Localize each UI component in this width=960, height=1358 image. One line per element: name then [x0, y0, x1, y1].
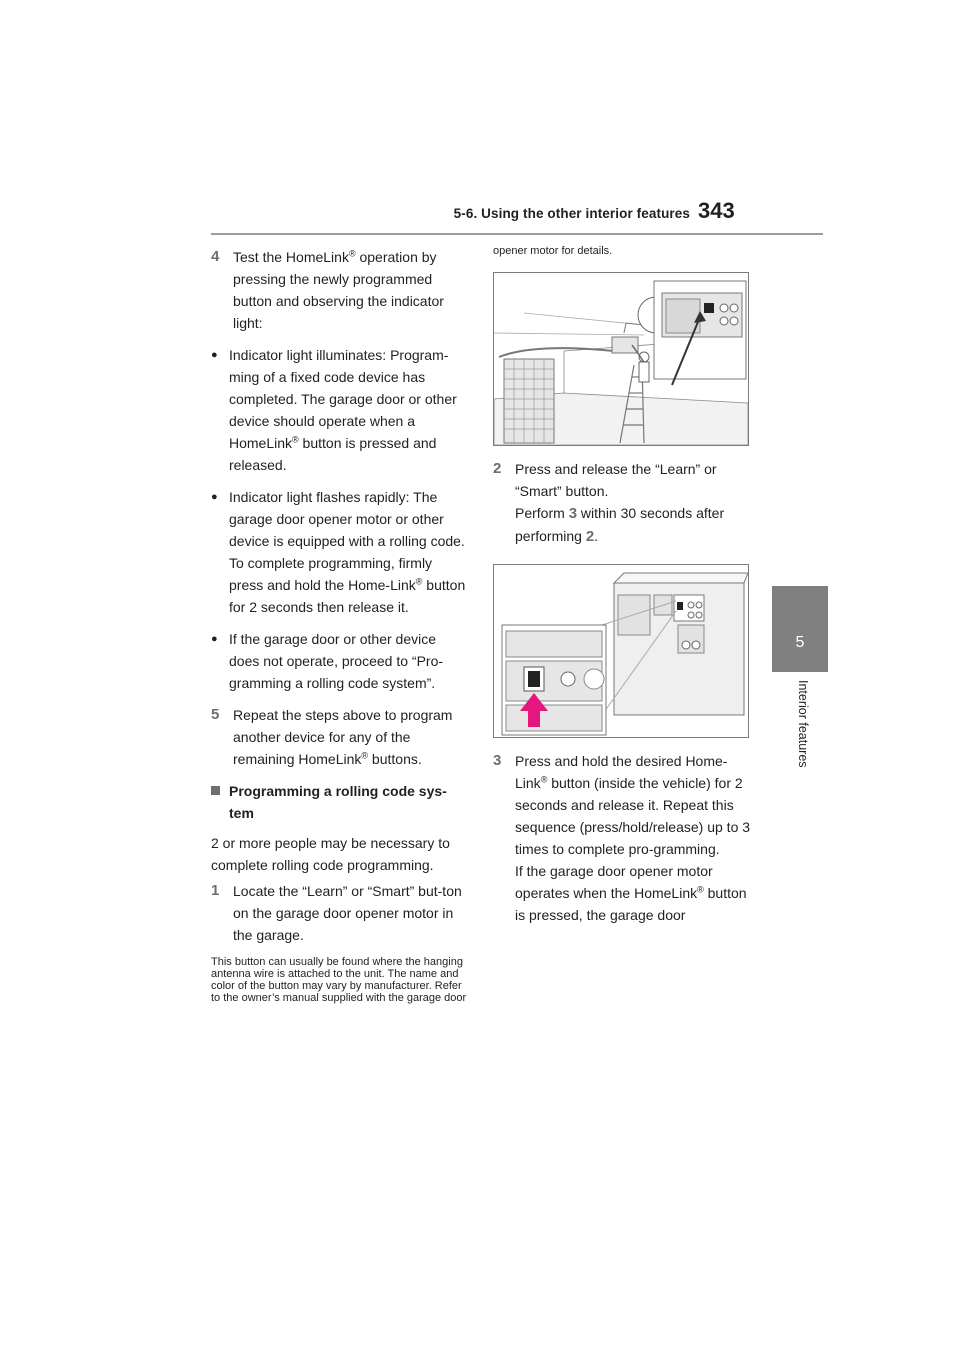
chapter-tab: [772, 586, 828, 672]
step-4: [211, 246, 467, 334]
step-number: 5: [211, 706, 220, 723]
step-text-cont: button (inside the vehicle) for 2 seconds and release it. Repeat this sequence (press/hold/release) up to 3 times to complete pro-gramming.: [515, 775, 751, 857]
bullet-dot-icon: ●: [211, 349, 218, 361]
step-subnote-text-cont: button is pressed, the garage door: [515, 885, 747, 923]
bullet-item: [211, 344, 467, 476]
bullet-item: [211, 486, 467, 618]
body-paragraph: 2 or more people may be necessary to complete rolling code programming.: [211, 835, 450, 873]
bullet-text: Indicator light illuminates: Program-ming of a fixed code device has completed. The garage door or other device should operate when a HomeLink: [229, 347, 457, 451]
note-text: This button can usually be found where the hanging antenna wire is attached to the unit. The name and color of the button may vary by manufacturer. Refer to the owner’s manual supplied with the garage door: [211, 956, 467, 1004]
learn-button-illustration: [493, 564, 749, 738]
step-text: Press and release the “Learn” or “Smart” button.: [515, 461, 717, 499]
garage-illustration: [493, 272, 749, 446]
registered-mark: ®: [697, 884, 704, 895]
right-column: [493, 245, 751, 936]
bullet-item: [211, 628, 467, 694]
step-instruction: [515, 502, 751, 548]
step-number: 2: [493, 460, 502, 477]
page-number: 343: [698, 198, 735, 223]
bullet-dot-icon: ●: [211, 491, 218, 503]
step-reference: 3: [568, 505, 578, 522]
step-subnote: [515, 860, 751, 926]
learn-button-closeup-icon: [494, 565, 748, 737]
step-instruction-text: Perform: [515, 505, 569, 521]
left-column: [211, 246, 467, 1004]
step-text-cont: buttons.: [368, 751, 422, 767]
step-3: [493, 750, 751, 926]
bullet-text-cont: button for 2 seconds then release it.: [229, 577, 466, 615]
bullet-text: If the garage door or other device does not operate, proceed to “Pro-gramming a rolling code system”.: [229, 631, 444, 691]
registered-mark: ®: [348, 248, 356, 259]
registered-mark: ®: [415, 576, 423, 587]
chapter-label: Interior features: [796, 680, 810, 768]
step-number: 4: [211, 248, 220, 265]
step-text: Press and hold the desired Home-Link: [515, 753, 728, 791]
step-text: Repeat the steps above to program another device for any of the remaining HomeLink: [233, 707, 453, 767]
step-text: Test the HomeLink: [233, 249, 349, 265]
bullet-dot-icon: ●: [211, 633, 218, 645]
subsection-heading: [211, 780, 467, 824]
step-instruction-text: within 30 seconds after performing: [515, 505, 725, 544]
subsection-heading-text: Programming a rolling code sys-tem: [229, 783, 447, 821]
step-text: Locate the “Learn” or “Smart” but-ton on the garage door opener motor in the garage.: [233, 883, 462, 943]
step-number: 1: [211, 882, 220, 899]
registered-mark: ®: [361, 750, 369, 761]
section-title: 5-6. Using the other interior features: [453, 206, 690, 221]
chapter-number: 5: [795, 634, 805, 651]
step-1: [211, 880, 467, 946]
header-rule: [211, 233, 823, 235]
note-text-cont: opener motor for details.: [493, 245, 613, 257]
bullet-text: Indicator light flashes rapidly: The garage door opener motor or other device is equipped with a rolling code. To complete programming, firmly press and hold the Home-Link: [229, 489, 465, 593]
registered-mark: ®: [292, 434, 299, 445]
step-text-cont: operation by pressing the newly programmed button and observing the indicator light:: [233, 249, 444, 331]
step-instruction-text: .: [594, 528, 599, 544]
square-bullet-icon: [211, 786, 220, 795]
registered-mark: ®: [540, 774, 548, 785]
garage-scene-icon: [494, 273, 748, 445]
step-2: [493, 458, 751, 548]
step-subnote-text: If the garage door opener motor operates when the HomeLink: [515, 863, 713, 901]
step-number: 3: [493, 752, 502, 769]
step-5: [211, 704, 467, 770]
bullet-text-cont: button is pressed and released.: [229, 435, 437, 473]
step-reference: 2: [585, 528, 595, 545]
